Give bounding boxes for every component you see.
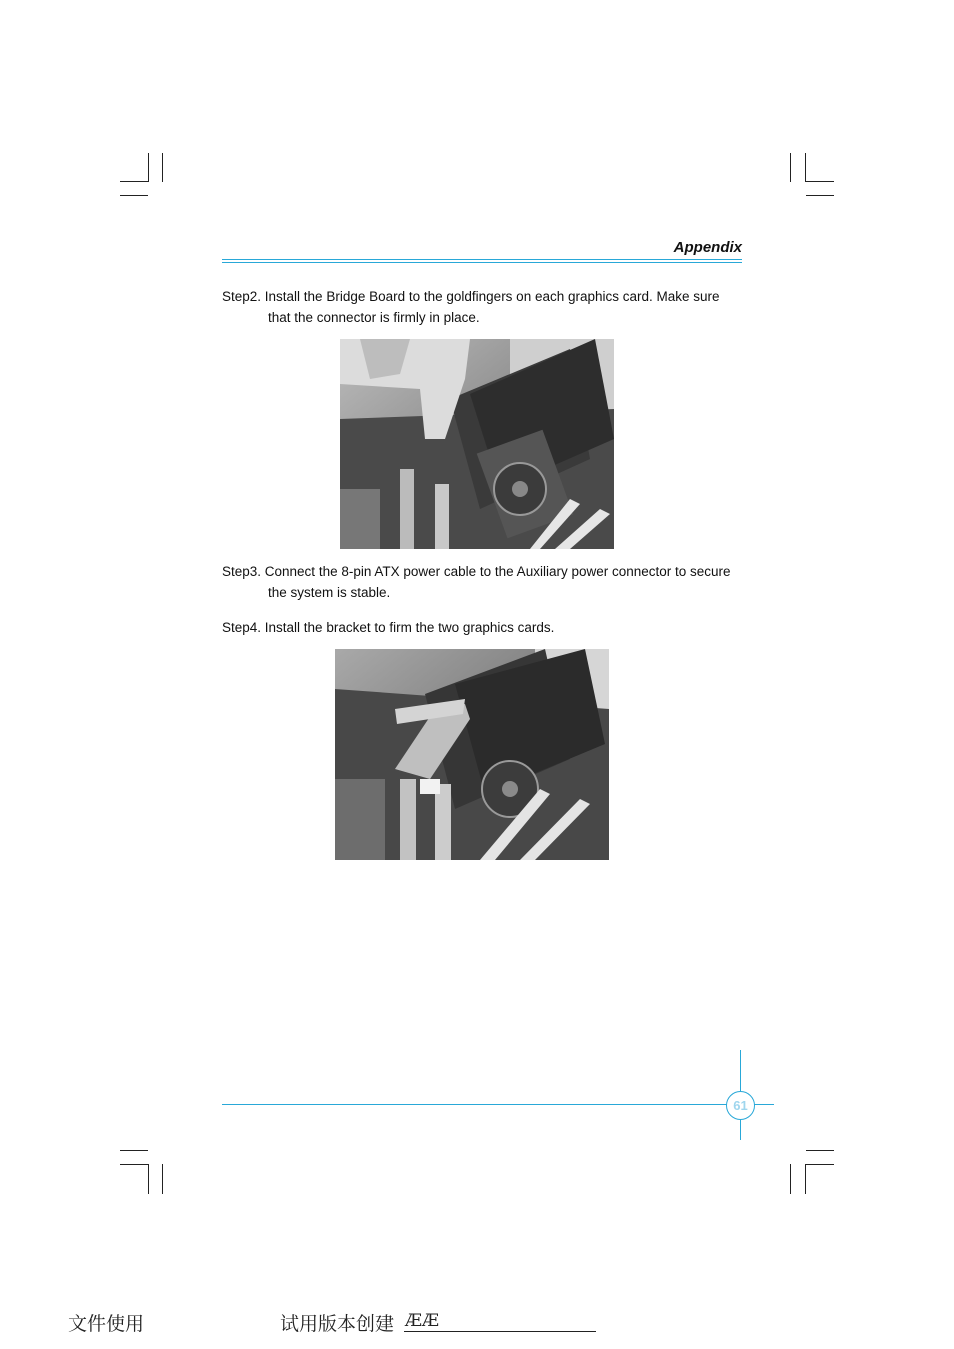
photo-bracket <box>335 649 609 860</box>
step-3-line-1: Step3. Connect the 8-pin ATX power cable to the Auxiliary power connector to secure <box>222 564 731 579</box>
watermark-right: 试用版本创建 <box>280 1313 395 1335</box>
crop-mark <box>120 1150 148 1151</box>
crop-mark <box>148 153 149 182</box>
watermark-underline <box>404 1331 596 1332</box>
crop-mark <box>162 1164 163 1194</box>
crop-mark <box>790 153 791 182</box>
step-2-line-2: that the connector is firmly in place. <box>268 310 480 325</box>
crop-mark <box>806 1150 834 1151</box>
crop-mark <box>120 181 148 182</box>
crop-mark <box>806 1164 834 1165</box>
crop-mark <box>805 1164 806 1194</box>
step-3-line-2: the system is stable. <box>268 585 391 600</box>
crop-mark <box>806 181 834 182</box>
header-rule <box>222 259 742 260</box>
crop-mark <box>120 1164 148 1165</box>
step-4 <box>222 617 744 638</box>
crop-mark <box>805 153 806 182</box>
photo-bridge-board <box>340 339 614 549</box>
crop-mark <box>148 1164 149 1194</box>
watermark-left: 文件使用 <box>68 1313 145 1335</box>
crop-mark <box>790 1164 791 1194</box>
watermark-suffix: ÆÆ <box>405 1311 440 1331</box>
footer-rule <box>222 1104 774 1105</box>
step-4-line-1: Step4. Install the bracket to firm the two graphics cards. <box>222 620 555 635</box>
crop-mark <box>806 195 834 196</box>
section-title: Appendix <box>673 239 742 256</box>
step-2 <box>222 286 744 328</box>
step-3 <box>222 561 744 603</box>
header-rule <box>222 262 742 263</box>
crop-mark <box>120 195 148 196</box>
step-2-line-1: Step2. Install the Bridge Board to the goldfingers on each graphics card. Make sure <box>222 289 720 304</box>
crop-mark <box>162 153 163 182</box>
footer-vertical-line <box>740 1050 741 1091</box>
page-number: 61 <box>726 1091 755 1120</box>
footer-vertical-line <box>740 1119 741 1140</box>
